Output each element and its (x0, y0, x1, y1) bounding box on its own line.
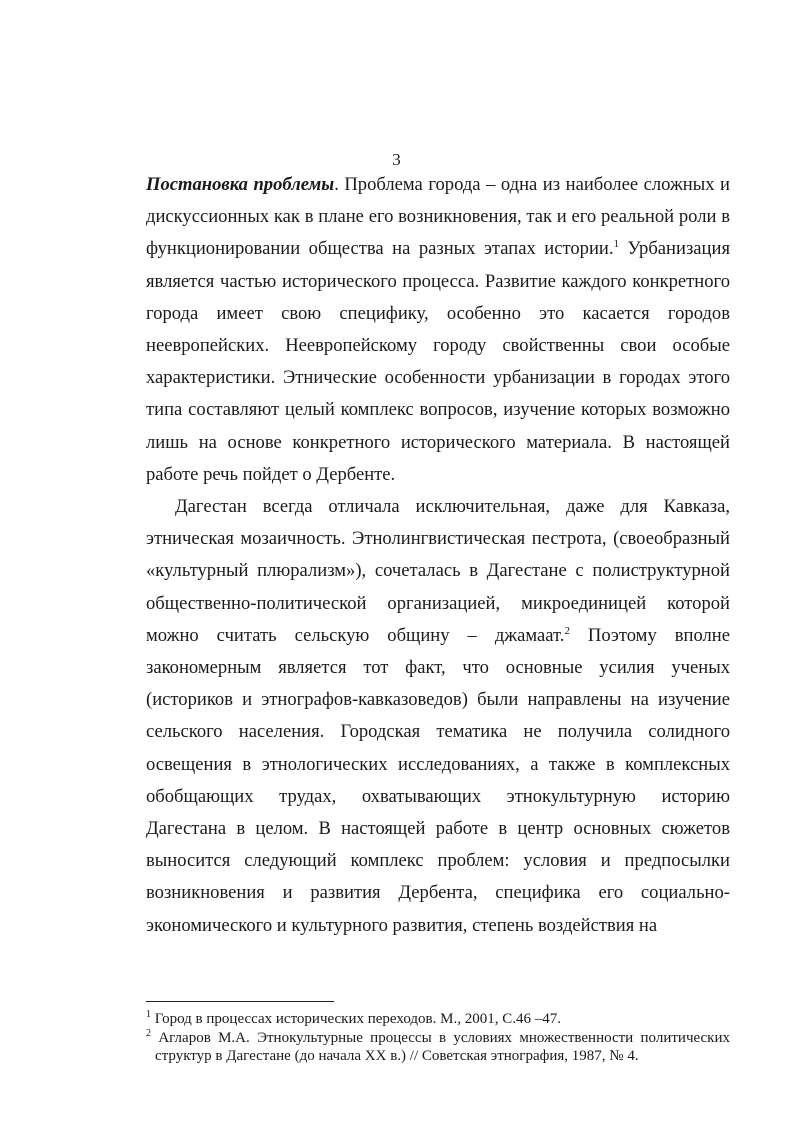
paragraph-text: Поэтому вполне закономерным является тот факт, что основные усилия ученых (историков и этнографов-кавказоведов) были направлены на изучение сельского населения. Городская тематика не получила солидного освещения в этнологических исследованиях, а также в комплексных обобщающих трудах, охватывающих этнокультурную историю Дагестана в целом. В настоящей работе в центр основных сюжетов выносится следующий комплекс проблем: условия и предпосылки возникновения и развития Дербента, специфика его социально-экономического и культурного развития, степень воздействия на (146, 624, 730, 936)
footnote-text: Город в процессах исторических переходов. М., 2001, С.46 –47. (154, 1011, 561, 1027)
footnote-2 (146, 1029, 730, 1066)
paragraph-dagestan (146, 491, 730, 942)
body-text (146, 169, 730, 942)
footnotes (146, 1010, 730, 1066)
paragraph-lead-heading: Постановка проблемы (146, 174, 335, 195)
paragraph-text: Урбанизация является частью исторического процесса. Развитие каждого конкретного города имеет свою специфику, особенно это касается городов неевропейских. Неевропейскому городу свойственны свои особые характеристики. Этнические особенности урбанизации в городах этого типа составляют целый комплекс вопросов, изучение которых возможно лишь на основе конкретного исторического материала. В настоящей работе речь пойдет о Дербенте. (146, 238, 730, 485)
footnote-marker: 1 (146, 1009, 151, 1020)
paragraph-text: Дагестан всегда отличала исключительная, даже для Кавказа, этническая мозаичность. Этнолингвистическая пестрота, (своеобразный «культурный плюрализм»), сочеталась в Дагестане с полиструктурной общественно-политической организацией, микроединицей которой можно считать сельскую общину – джамаат. (146, 496, 730, 646)
footnote-reference[interactable]: 1 (613, 238, 620, 251)
footnote-1 (146, 1010, 730, 1029)
footnote-separator (146, 1001, 334, 1002)
paragraph-problem-statement (146, 169, 730, 491)
footnote-marker: 2 (146, 1027, 151, 1039)
paragraph-text: . Проблема города – одна из наиболее сложных и дискуссионных как в плане его возникновения, так и его реальной роли в функционировании общества на разных этапах истории. (146, 174, 730, 260)
footnote-text: Агларов М.А. Этнокультурные процессы в условиях множественности политических структур в Дагестане (до начала XX в.) // Советская этнография, 1987, № 4. (155, 1029, 731, 1064)
footnote-reference[interactable]: 2 (564, 624, 570, 637)
page-number: 3 (392, 150, 401, 169)
